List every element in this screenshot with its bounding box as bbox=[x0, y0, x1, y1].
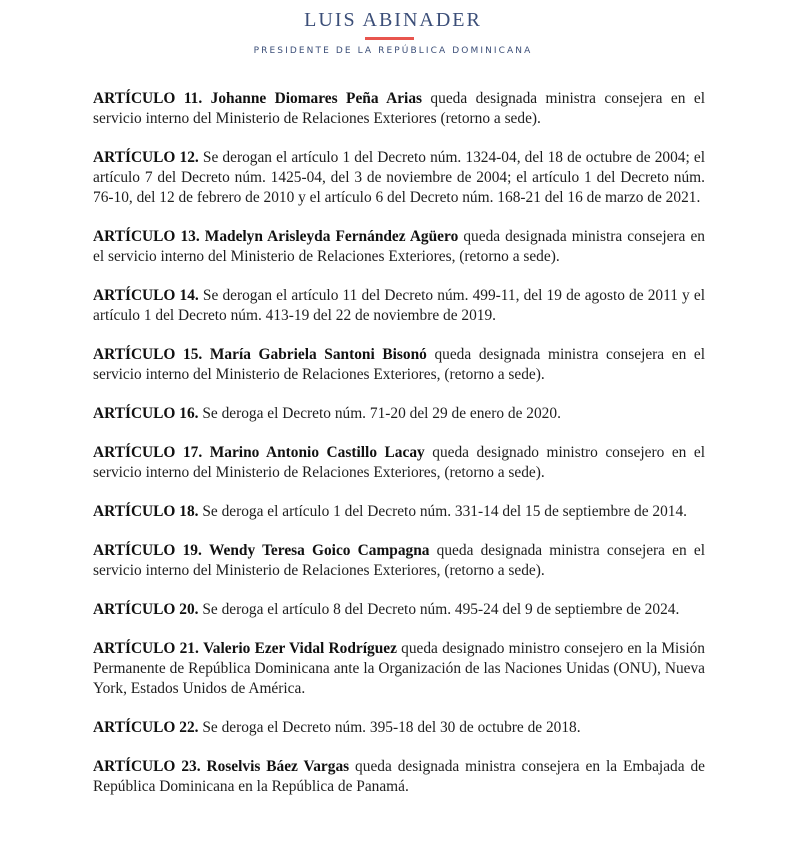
document-body bbox=[93, 89, 705, 816]
article-text: Se deroga el Decreto núm. 395-18 del 30 de octubre de 2018. bbox=[198, 719, 581, 736]
article-17 bbox=[93, 443, 705, 483]
letterhead-name: LUIS ABINADER bbox=[304, 9, 482, 31]
article-person: Johanne Diomares Peña Arias bbox=[210, 90, 423, 107]
article-label: ARTÍCULO 19. bbox=[93, 542, 202, 559]
article-person: María Gabriela Santoni Bisonó bbox=[209, 346, 427, 363]
article-label: ARTÍCULO 20. bbox=[93, 601, 199, 618]
article-label: ARTÍCULO 21. bbox=[93, 640, 199, 657]
article-label: ARTÍCULO 14. bbox=[93, 287, 199, 304]
article-23 bbox=[93, 757, 705, 797]
article-11 bbox=[93, 89, 705, 129]
article-label: ARTÍCULO 22. bbox=[93, 719, 199, 736]
article-22 bbox=[93, 718, 705, 738]
article-19 bbox=[93, 541, 705, 581]
letterhead bbox=[0, 0, 786, 70]
article-person: Marino Antonio Castillo Lacay bbox=[209, 444, 425, 461]
article-text: queda designada ministra consejera en el servicio interno del Ministerio de Relaciones Exteriores, (retorno a sede). bbox=[93, 542, 705, 579]
article-21 bbox=[93, 639, 705, 699]
article-person: Valerio Ezer Vidal Rodríguez bbox=[203, 640, 397, 657]
article-14 bbox=[93, 286, 705, 326]
article-text: Se deroga el Decreto núm. 71-20 del 29 de enero de 2020. bbox=[198, 405, 561, 422]
article-20 bbox=[93, 600, 705, 620]
article-text: Se deroga el artículo 1 del Decreto núm. 331-14 del 15 de septiembre de 2014. bbox=[198, 503, 688, 520]
article-person: Madelyn Arisleyda Fernández Agüero bbox=[204, 228, 459, 245]
article-label: ARTÍCULO 16. bbox=[93, 405, 199, 422]
article-text: queda designado ministro consejero en la Misión Permanente de República Dominicana ante la Organización de las Naciones Unidas (ONU), Nueva York, Estados Unidos de América. bbox=[93, 640, 705, 697]
article-text: Se derogan el artículo 1 del Decreto núm. 1324-04, del 18 de octubre de 2004; el artículo 7 del Decreto núm. 1425-04, del 3 de noviembre de 2004; el artículo 1 del Decreto núm. 76-10, del 12 de febrero de 2010 y el artículo 6 del Decreto núm. 168-21 del 16 de marzo de 2021. bbox=[93, 149, 705, 206]
article-text: queda designada ministra consejera en el servicio interno del Ministerio de Relaciones Exteriores (retorno a sede). bbox=[93, 90, 705, 127]
article-12 bbox=[93, 148, 705, 208]
article-label: ARTÍCULO 15. bbox=[93, 346, 203, 363]
article-label: ARTÍCULO 12. bbox=[93, 149, 199, 166]
article-person: Roselvis Báez Vargas bbox=[206, 758, 350, 775]
article-text: queda designado ministro consejero en el servicio interno del Ministerio de Relaciones Exteriores, (retorno a sede). bbox=[93, 444, 705, 481]
article-text: queda designada ministra consejera en el servicio interno del Ministerio de Relaciones Exteriores, (retorno a sede). bbox=[93, 228, 705, 265]
letterhead-accent-rule bbox=[365, 37, 414, 40]
article-18 bbox=[93, 502, 705, 522]
article-label: ARTÍCULO 17. bbox=[93, 444, 203, 461]
article-label: ARTÍCULO 13. bbox=[93, 228, 200, 245]
article-text: queda designada ministra consejera en la Embajada de República Dominicana en la República de Panamá. bbox=[93, 758, 705, 795]
article-13 bbox=[93, 227, 705, 267]
article-16 bbox=[93, 404, 705, 424]
letterhead-subtitle: PRESIDENTE DE LA REPÚBLICA DOMINICANA bbox=[253, 46, 533, 56]
article-text: Se deroga el artículo 8 del Decreto núm. 495-24 del 9 de septiembre de 2024. bbox=[198, 601, 680, 618]
article-label: ARTÍCULO 23. bbox=[93, 758, 201, 775]
article-15 bbox=[93, 345, 705, 385]
article-person: Wendy Teresa Goico Campagna bbox=[209, 542, 430, 559]
article-text: queda designada ministra consejera en el servicio interno del Ministerio de Relaciones Exteriores, (retorno a sede). bbox=[93, 346, 705, 383]
article-text: Se derogan el artículo 11 del Decreto núm. 499-11, del 19 de agosto de 2011 y el artículo 1 del Decreto núm. 413-19 del 22 de noviembre de 2019. bbox=[93, 287, 705, 324]
article-label: ARTÍCULO 18. bbox=[93, 503, 199, 520]
article-label: ARTÍCULO 11. bbox=[93, 90, 203, 107]
